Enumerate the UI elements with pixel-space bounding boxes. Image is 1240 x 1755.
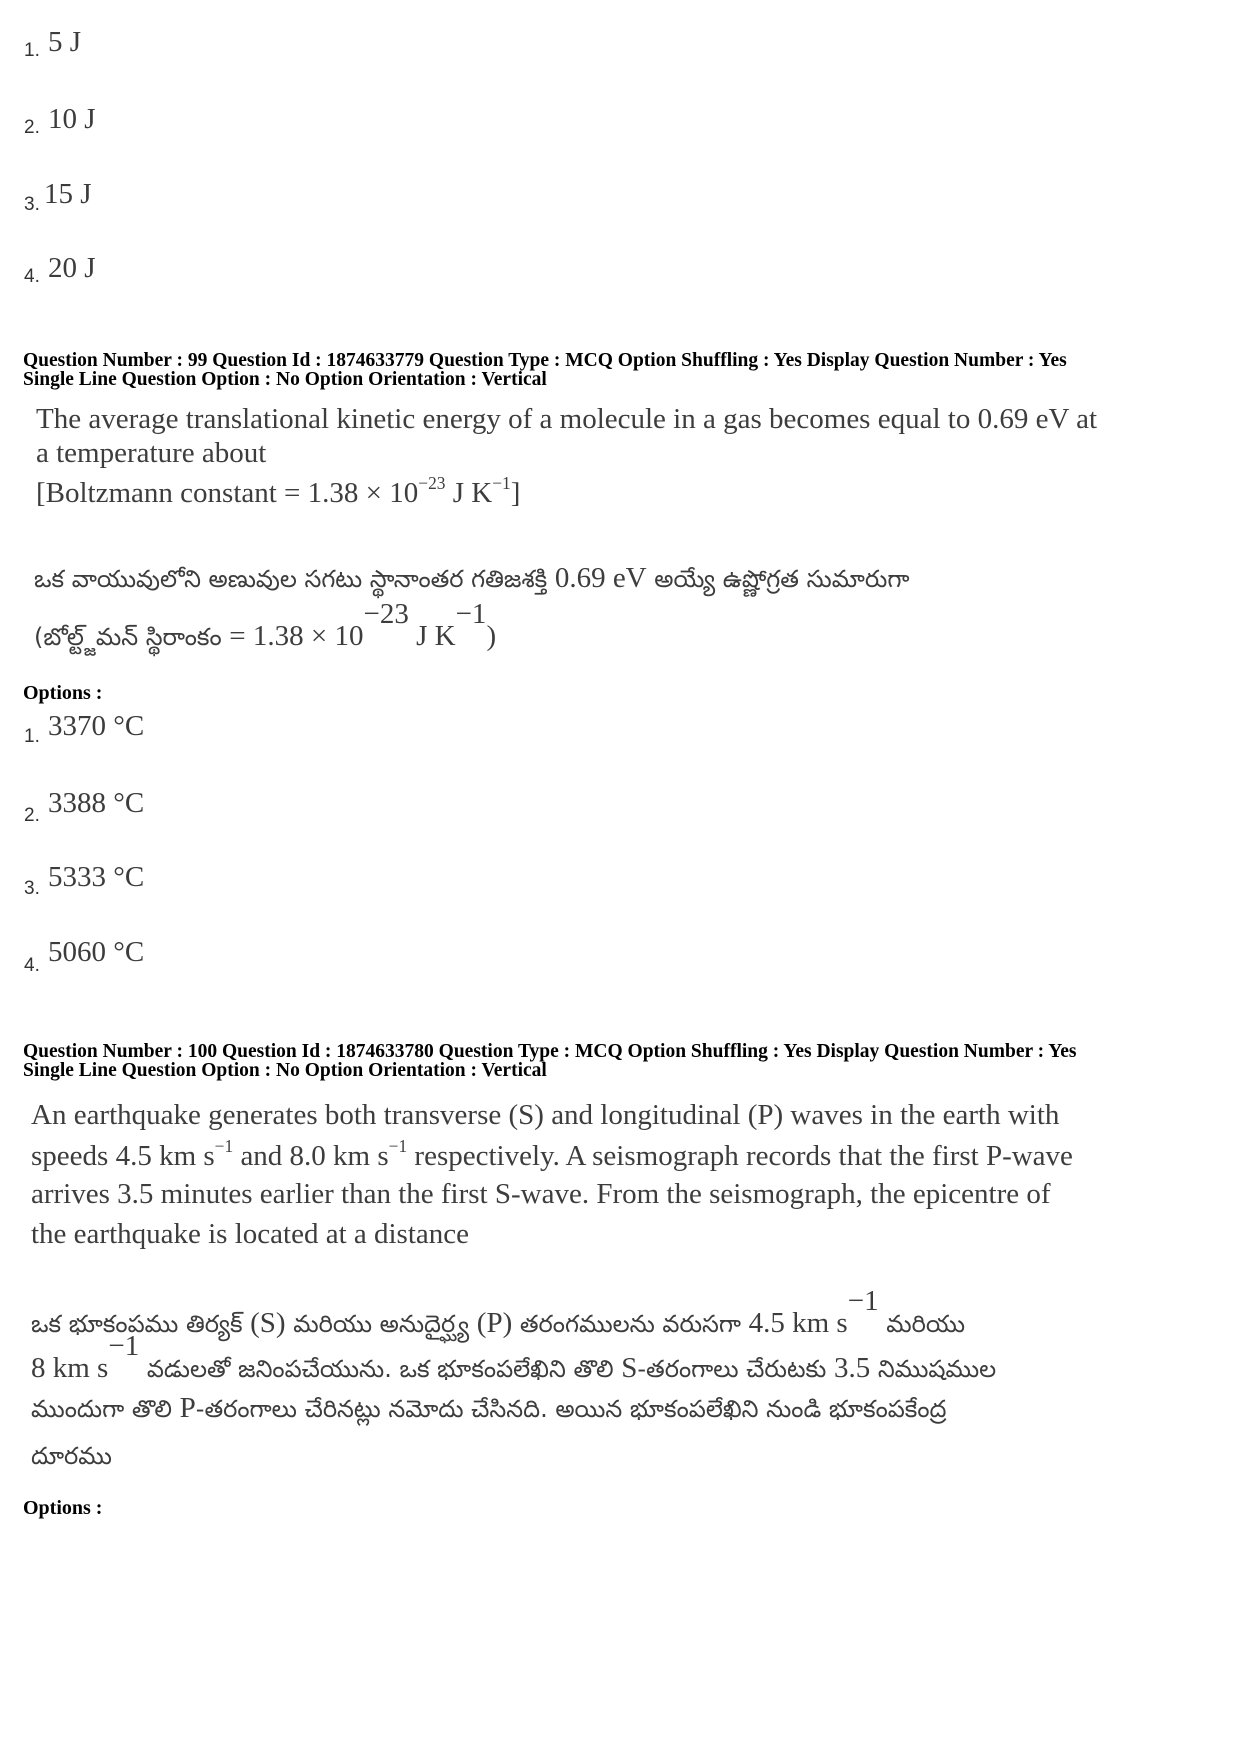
option-number: 2. [24, 117, 40, 138]
const-close: ] [510, 477, 521, 509]
te-math: J K [408, 619, 456, 652]
question-text-en-line1: The average translational kinetic energy of a molecule in a gas becomes equal to 0.69 eV at [36, 403, 1098, 435]
const-unit: J K [445, 477, 493, 509]
question-text-te-line1 [34, 562, 909, 599]
question-text-te-line1 [31, 1285, 965, 1344]
te-text: ముందుగా తొలి [31, 1395, 180, 1423]
en-text: respectively. A seismograph records that the first P-wave [407, 1140, 1073, 1172]
question-text-en-line2: a temperature about [36, 437, 267, 469]
te-math: = 1.38 × 10 [229, 619, 364, 652]
question-text-te-line3 [31, 1392, 946, 1429]
exponent: −1 [108, 1330, 140, 1362]
option-number: 1. [24, 726, 40, 747]
exponent: −23 [363, 598, 409, 630]
boltzmann-constant-te [34, 598, 497, 657]
te-math: S [621, 1351, 638, 1384]
te-text: మరియు [878, 1309, 965, 1338]
question-text-en-line3: arrives 3.5 minutes earlier than the first S-wave. From the seismograph, the epicentre of [31, 1178, 1051, 1210]
te-math: 3.5 [833, 1351, 871, 1384]
te-text: తరంగములను వరుసగా [512, 1309, 749, 1338]
option-number: 1. [24, 40, 40, 61]
question-text-en-line1: An earthquake generates both transverse (S) and longitudinal (P) waves in the earth with [31, 1099, 1060, 1131]
te-text: అయ్యే ఉష్ణోగ్రత సుమారుగా [646, 565, 910, 593]
option-value: 20 J [48, 252, 96, 284]
en-text: and 8.0 km s [233, 1140, 389, 1172]
te-text: -తరంగాలు చేరినట్లు నమోదు చేసినది. అయిన భూకంపలేఖిని నుండి భూకంపకేంద్ర [195, 1395, 947, 1423]
option-value: 5 J [48, 26, 82, 58]
question-text-te-line2 [31, 1330, 997, 1389]
te-math: P [179, 1392, 196, 1424]
question-text-en-line2 [31, 1137, 1073, 1175]
option-number: 3. [24, 878, 40, 899]
en-text: speeds 4.5 km s [31, 1140, 215, 1172]
te-text: (బోల్ట్జ్‌మన్ స్థిరాంకం [34, 622, 230, 651]
option-value: 10 J [48, 103, 96, 135]
const-text: [Boltzmann constant = 1.38 × 10 [36, 477, 419, 509]
te-math: 0.69 eV [554, 562, 647, 594]
exponent: −1 [388, 1135, 408, 1156]
option-number: 4. [24, 955, 40, 976]
exponent: −1 [847, 1285, 879, 1317]
te-math: (S) [250, 1306, 286, 1339]
te-math: 8 km s [31, 1351, 109, 1384]
te-math: (P) [476, 1306, 513, 1339]
exponent: −1 [492, 472, 511, 493]
te-math: ) [486, 619, 497, 652]
question-meta-line1: Question Number : 100 Question Id : 1874633780 Question Type : MCQ Option Shuffling : Yes Display Question Number : Yes [23, 1041, 1077, 1062]
te-text: ఒక భూకంపము తిర్యక్ [31, 1309, 251, 1338]
option-value: 15 J [44, 178, 92, 210]
exponent: −1 [214, 1135, 234, 1156]
te-math: 4.5 km s [748, 1306, 848, 1339]
question-text-en-line4: the earthquake is located at a distance [31, 1218, 470, 1250]
question-meta-line1: Question Number : 99 Question Id : 1874633779 Question Type : MCQ Option Shuffling : Yes Display Question Number : Yes [23, 350, 1067, 371]
te-text: -తరంగాలు చేరుటకు [637, 1354, 834, 1383]
te-text: ఒక వాయువులోని అణువుల సగటు స్థానాంతర గతిజశక్తి [34, 565, 555, 593]
options-label: Options : [23, 1497, 103, 1519]
option-value: 5060 °C [48, 936, 145, 968]
question-meta-line2: Single Line Question Option : No Option Orientation : Vertical [23, 1060, 547, 1081]
option-value: 3388 °C [48, 787, 145, 819]
option-number: 3. [24, 194, 40, 215]
question-text-te-line4: దూరము [31, 1442, 112, 1470]
boltzmann-constant-en [36, 474, 520, 512]
te-text: నిముషముల [870, 1354, 997, 1383]
option-value: 5333 °C [48, 861, 145, 893]
options-label: Options : [23, 682, 103, 704]
option-number: 2. [24, 805, 40, 826]
question-meta-line2: Single Line Question Option : No Option Orientation : Vertical [23, 369, 547, 390]
option-number: 4. [24, 266, 40, 287]
te-text: మరియు అనుదైర్ఘ్య [285, 1309, 477, 1338]
exponent: −23 [418, 472, 446, 493]
option-value: 3370 °C [48, 710, 145, 742]
te-text: వడులతో జనింపచేయును. ఒక భూకంపలేఖిని తొలి [139, 1354, 622, 1383]
exponent: −1 [455, 598, 487, 630]
